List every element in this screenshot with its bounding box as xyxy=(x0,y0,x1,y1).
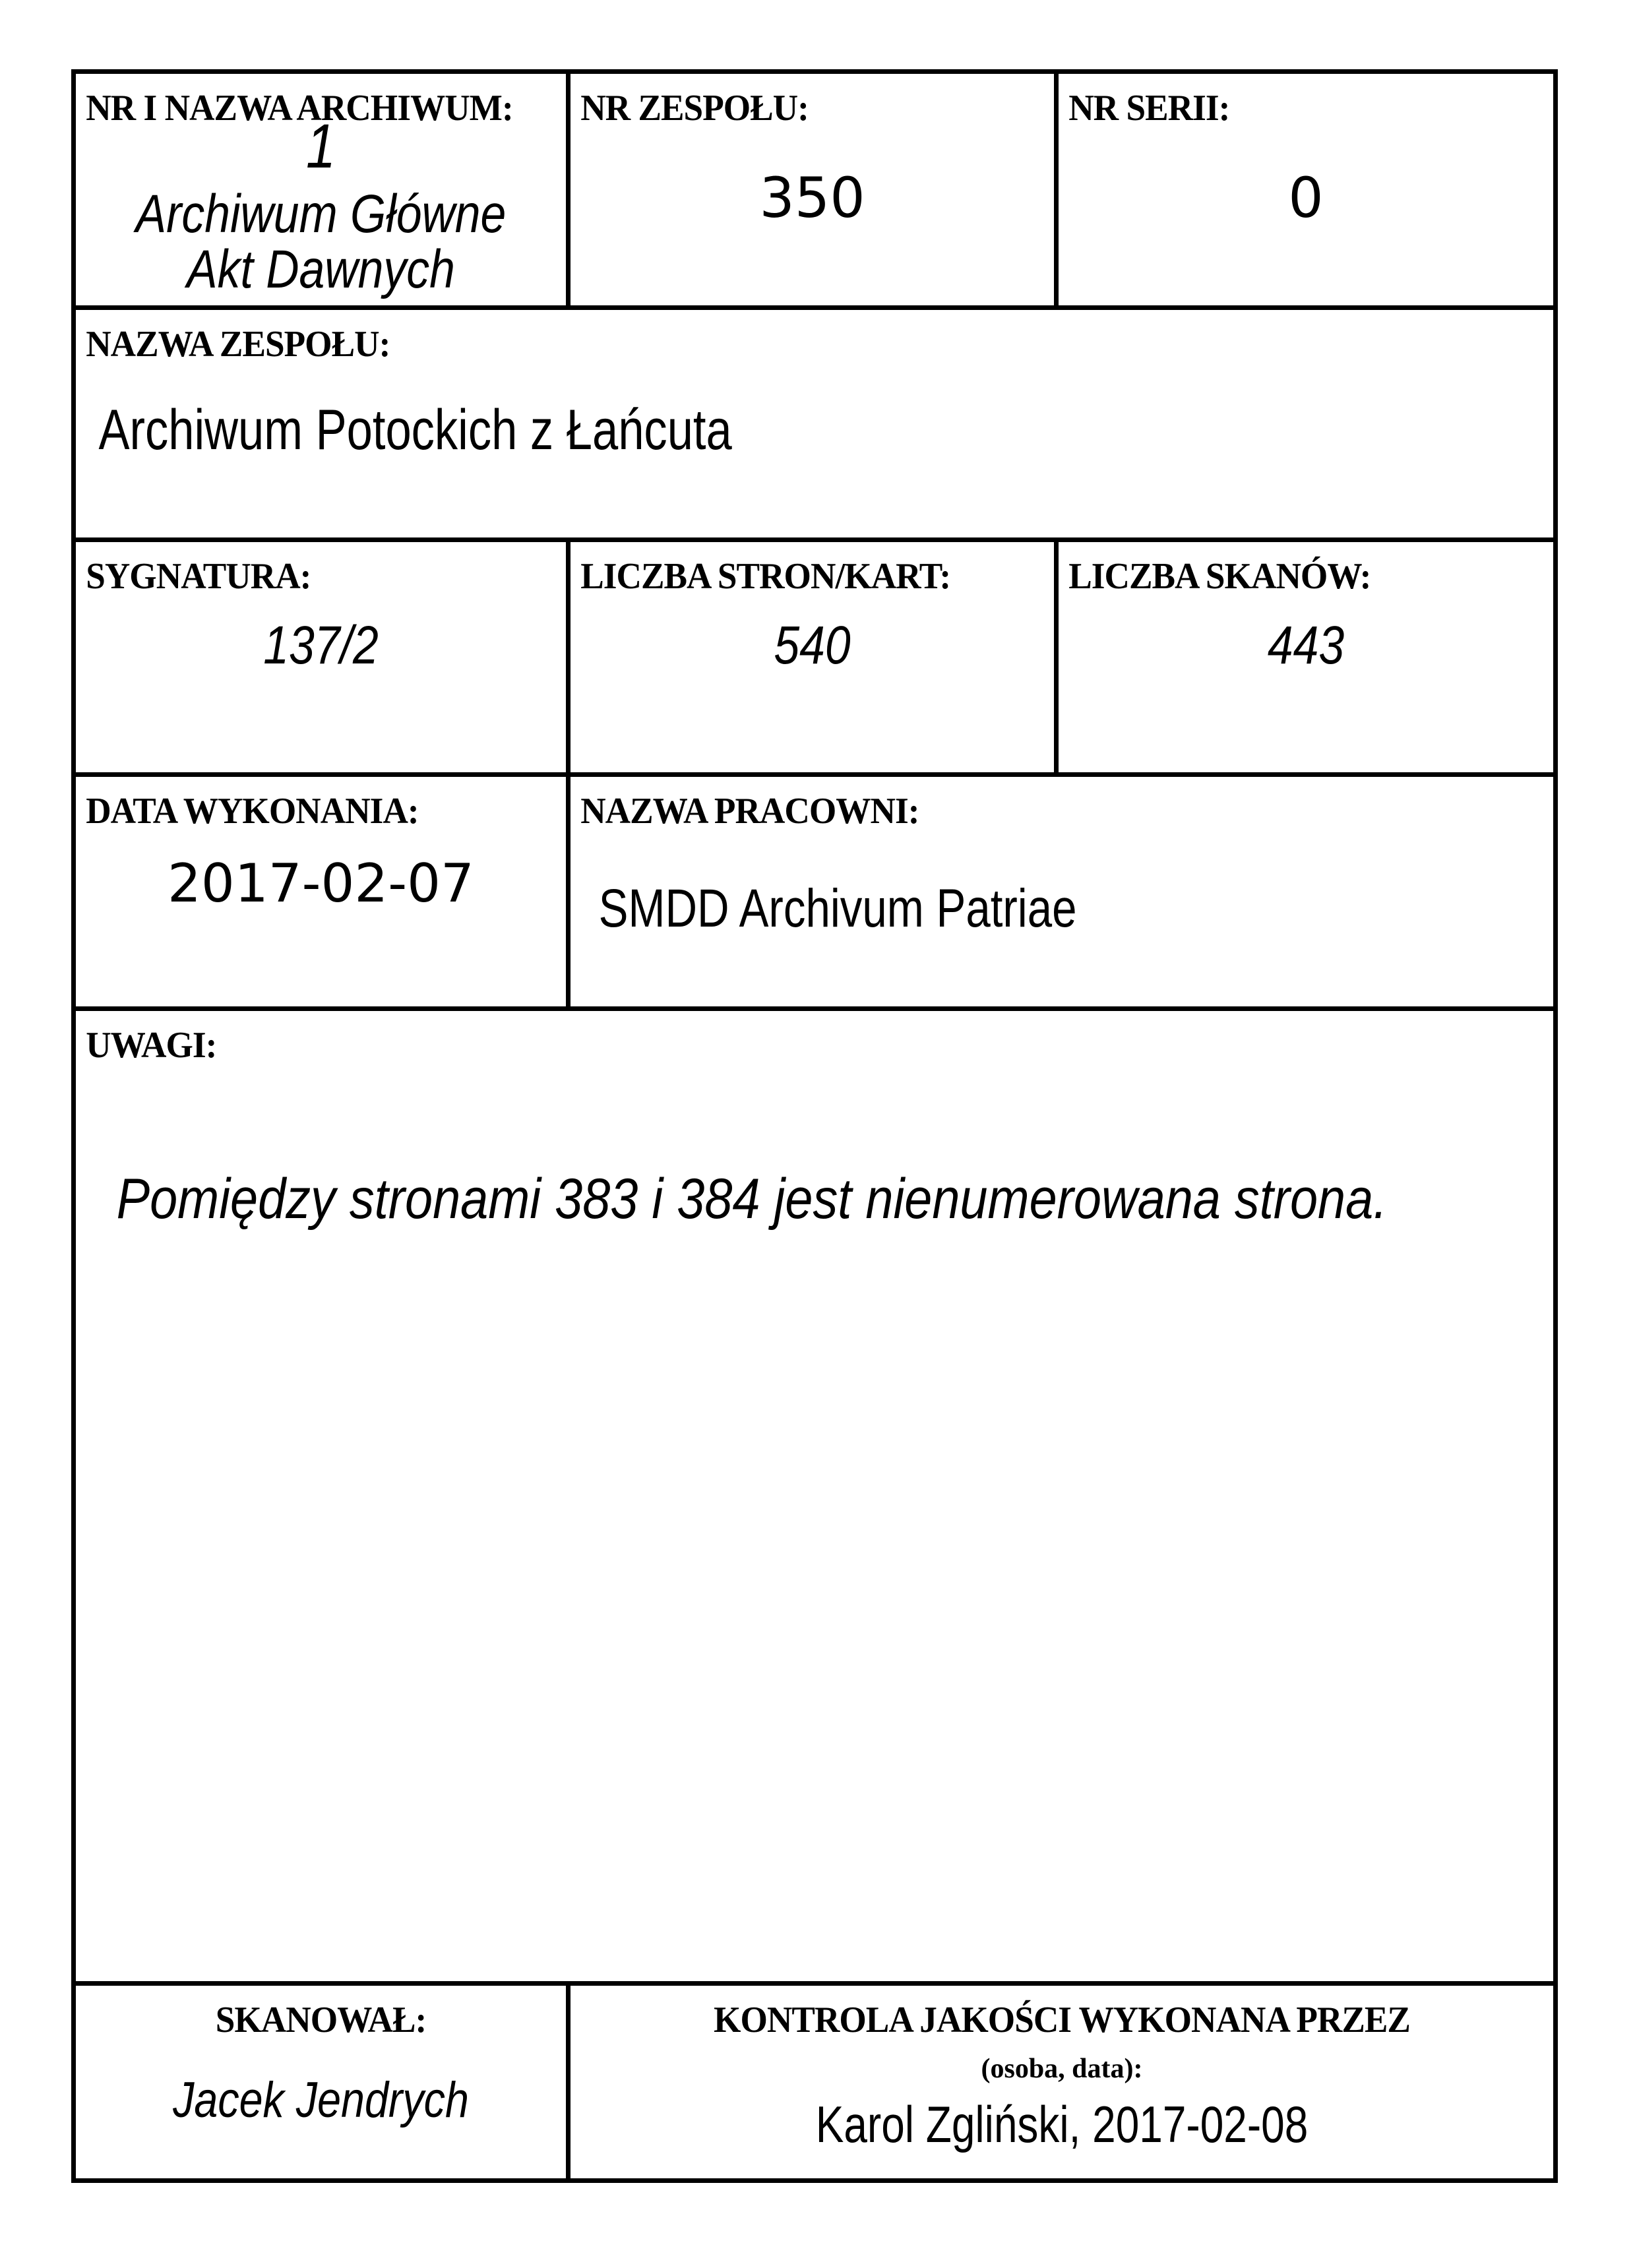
scanned-by-value: Jacek Jendrych xyxy=(173,2072,469,2128)
archive-name-line2: Akt Dawnych xyxy=(187,239,455,299)
cell-quality-control xyxy=(571,1986,1553,2178)
scan-count-value: 443 xyxy=(1267,615,1345,675)
page-count-value: 540 xyxy=(774,615,851,675)
studio-value: SMDD Archivum Patriae xyxy=(598,878,1077,938)
series-number-label: NR SERII: xyxy=(1068,88,1230,129)
cell-remarks xyxy=(76,1011,1553,1986)
cell-series-number xyxy=(1059,74,1553,310)
remarks-label: UWAGI: xyxy=(86,1025,217,1066)
archive-label: NR I NAZWA ARCHIWUM: xyxy=(86,88,513,129)
cell-page-count xyxy=(571,542,1059,777)
remarks-value: Pomiędzy stronami 383 i 384 jest nienumerowana strona. xyxy=(116,1167,1388,1231)
fonds-name-value: Archiwum Potockich z Łańcuta xyxy=(98,398,732,462)
scan-date-label: DATA WYKONANIA: xyxy=(86,791,419,832)
signature-value: 137/2 xyxy=(263,615,379,675)
cell-fonds-name xyxy=(76,310,1553,542)
archive-number: 1 xyxy=(306,111,336,181)
scan-count-label: LICZBA SKANÓW: xyxy=(1068,556,1371,597)
cell-scan-count xyxy=(1059,542,1553,777)
series-number-value: 0 xyxy=(1288,166,1324,230)
signature-label: SYGNATURA: xyxy=(86,556,311,597)
page-count-label: LICZBA STRON/KART: xyxy=(580,556,951,597)
cell-scan-date xyxy=(76,777,571,1011)
studio-label: NAZWA PRACOWNI: xyxy=(580,791,919,832)
fonds-number-value: 350 xyxy=(759,166,865,230)
cell-signature xyxy=(76,542,571,777)
quality-control-value: Karol Zgliński, 2017-02-08 xyxy=(815,2095,1309,2153)
fonds-name-label: NAZWA ZESPOŁU: xyxy=(86,324,390,365)
cell-studio xyxy=(571,777,1553,1011)
cell-archive xyxy=(76,74,571,310)
fonds-number-label: NR ZESPOŁU: xyxy=(580,88,809,129)
quality-control-sublabel: (osoba, data): xyxy=(981,2054,1143,2084)
scan-date-value: 2017-02-07 xyxy=(168,853,474,914)
archive-name-line1: Archiwum Główne xyxy=(135,184,507,244)
scan-metadata-table xyxy=(71,69,1558,2183)
cell-scanned-by xyxy=(76,1986,571,2178)
quality-control-label: KONTROLA JAKOŚCI WYKONANA PRZEZ xyxy=(714,2000,1410,2040)
scanned-by-label: SKANOWAŁ: xyxy=(215,2000,427,2040)
cell-fonds-number xyxy=(571,74,1059,310)
